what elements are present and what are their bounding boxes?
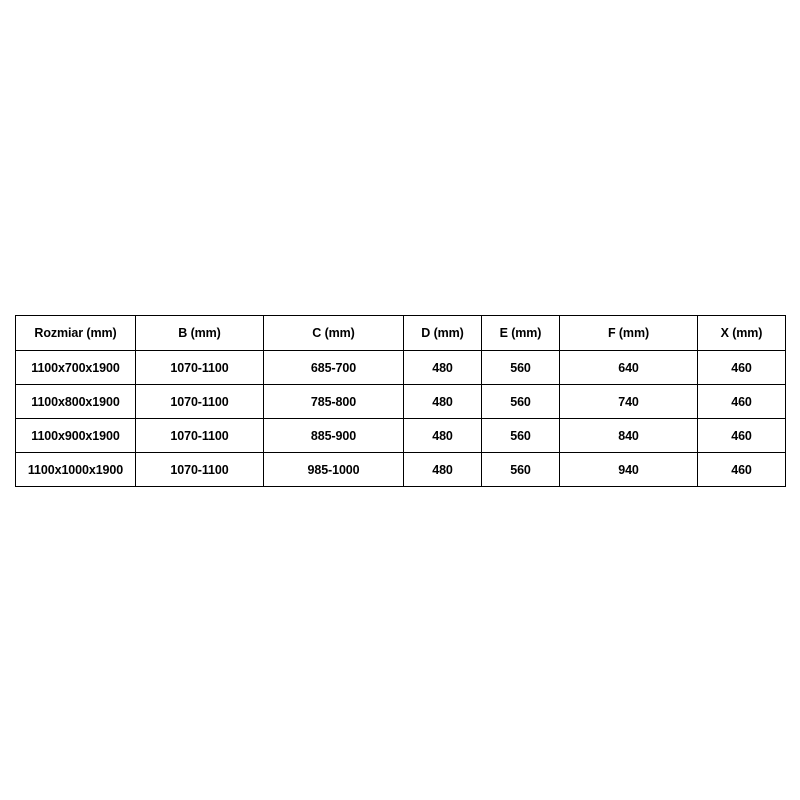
table-row: [16, 419, 786, 453]
cell-f: 940: [560, 453, 698, 487]
cell-x: 460: [698, 351, 786, 385]
column-header-d: D (mm): [404, 316, 482, 351]
column-header-e: E (mm): [482, 316, 560, 351]
table-row: [16, 453, 786, 487]
table-row: [16, 351, 786, 385]
cell-b: 1070-1100: [136, 385, 264, 419]
cell-d: 480: [404, 351, 482, 385]
cell-c: 685-700: [264, 351, 404, 385]
dimensions-table: [15, 315, 786, 487]
cell-d: 480: [404, 385, 482, 419]
cell-e: 560: [482, 419, 560, 453]
cell-f: 740: [560, 385, 698, 419]
table-header-row: [16, 316, 786, 351]
cell-b: 1070-1100: [136, 419, 264, 453]
column-header-f: F (mm): [560, 316, 698, 351]
column-header-c: C (mm): [264, 316, 404, 351]
cell-f: 640: [560, 351, 698, 385]
cell-b: 1070-1100: [136, 453, 264, 487]
cell-d: 480: [404, 453, 482, 487]
cell-e: 560: [482, 385, 560, 419]
column-header-x: X (mm): [698, 316, 786, 351]
cell-rozmiar: 1100x800x1900: [16, 385, 136, 419]
cell-c: 885-900: [264, 419, 404, 453]
column-header-b: B (mm): [136, 316, 264, 351]
size-table-container: [15, 315, 785, 487]
cell-rozmiar: 1100x900x1900: [16, 419, 136, 453]
cell-x: 460: [698, 453, 786, 487]
column-header-rozmiar: Rozmiar (mm): [16, 316, 136, 351]
cell-b: 1070-1100: [136, 351, 264, 385]
cell-rozmiar: 1100x700x1900: [16, 351, 136, 385]
cell-c: 785-800: [264, 385, 404, 419]
table-row: [16, 385, 786, 419]
cell-c: 985-1000: [264, 453, 404, 487]
cell-e: 560: [482, 351, 560, 385]
cell-e: 560: [482, 453, 560, 487]
cell-x: 460: [698, 385, 786, 419]
cell-d: 480: [404, 419, 482, 453]
cell-f: 840: [560, 419, 698, 453]
cell-x: 460: [698, 419, 786, 453]
cell-rozmiar: 1100x1000x1900: [16, 453, 136, 487]
